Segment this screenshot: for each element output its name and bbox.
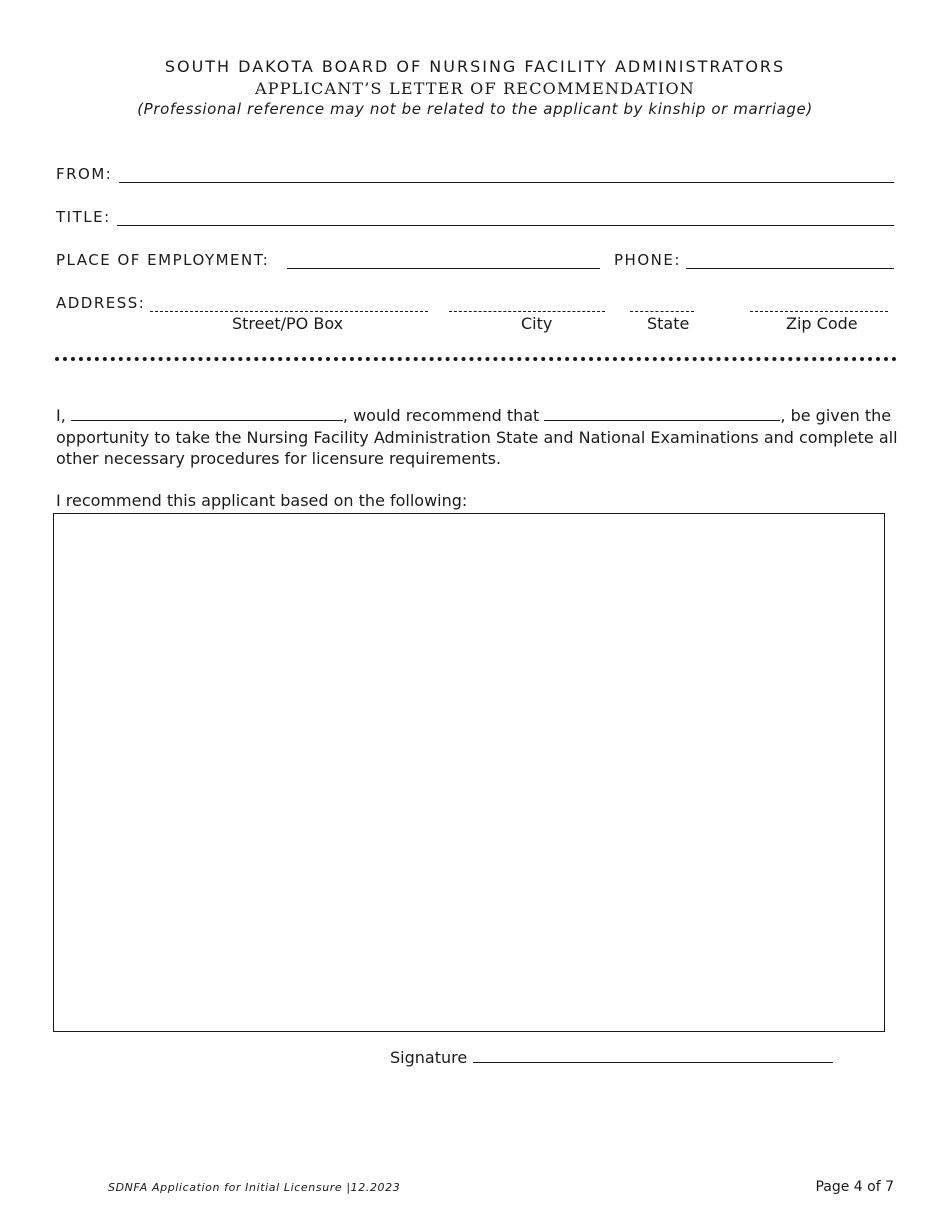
page-number: Page 4 of 7 xyxy=(815,1179,894,1195)
zip-sublabel: Zip Code xyxy=(786,314,858,333)
recommender-name-field[interactable] xyxy=(71,406,343,421)
phone-field[interactable] xyxy=(686,268,894,269)
address-label: ADDRESS: xyxy=(56,294,146,312)
statement-part3: , be given the opportunity to take the Nursing Facility Administration State and National Examinations and complete all other necessary procedures for licensure requirements. xyxy=(56,406,898,468)
recommendation-text-box[interactable] xyxy=(53,513,885,1032)
from-label: FROM: xyxy=(56,165,113,183)
section-divider xyxy=(55,357,897,361)
zip-field[interactable] xyxy=(750,311,888,312)
form-subtitle-note: (Professional reference may not be related to the applicant by kinship or marriage) xyxy=(137,100,813,118)
title-field[interactable] xyxy=(117,225,894,226)
phone-label: PHONE: xyxy=(614,251,681,269)
statement-part1: I, xyxy=(56,406,66,425)
state-field[interactable] xyxy=(630,311,694,312)
employment-field[interactable] xyxy=(287,268,600,269)
title-label: TITLE: xyxy=(56,208,111,226)
form-title: APPLICANT’S LETTER OF RECOMMENDATION xyxy=(254,79,696,98)
signature-field[interactable] xyxy=(473,1048,833,1063)
signature-label: Signature xyxy=(390,1048,468,1067)
applicant-name-field[interactable] xyxy=(544,406,780,421)
recommend-basis-label: I recommend this applicant based on the following: xyxy=(56,491,468,510)
city-sublabel: City xyxy=(521,314,553,333)
employment-label: PLACE OF EMPLOYMENT: xyxy=(56,251,270,269)
signature-row xyxy=(390,1048,833,1067)
street-field[interactable] xyxy=(150,311,428,312)
statement-part2: , would recommend that xyxy=(342,406,540,425)
form-agency-title: SOUTH DAKOTA BOARD OF NURSING FACILITY ADMINISTRATORS xyxy=(164,57,786,76)
state-sublabel: State xyxy=(647,314,690,333)
city-field[interactable] xyxy=(449,311,605,312)
from-field[interactable] xyxy=(119,182,894,183)
recommendation-statement xyxy=(56,405,901,470)
footer-form-id: SDNFA Application for Initial Licensure |12.2023 xyxy=(108,1181,401,1194)
street-sublabel: Street/PO Box xyxy=(232,314,344,333)
